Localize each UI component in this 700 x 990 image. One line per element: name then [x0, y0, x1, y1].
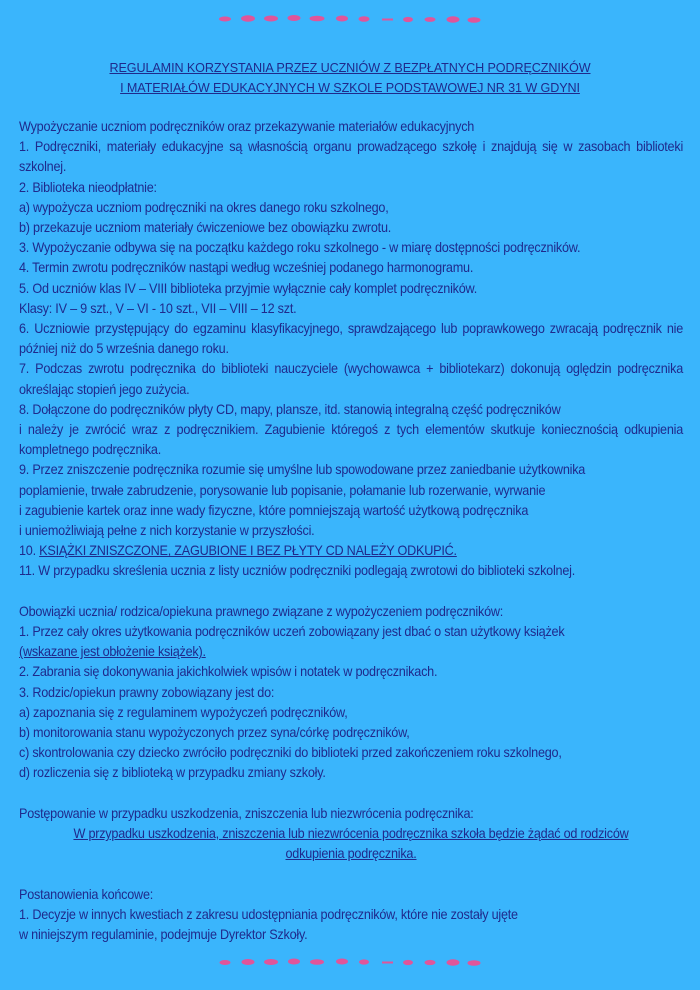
rule-2b: b) przekazuje uczniom materiały ćwiczeniowe bez obowiązku zwrotu. [19, 220, 392, 236]
rule-2a: a) wypożycza uczniom podręczniki na okres danego roku szkolnego, [19, 199, 389, 215]
duty-3d: d) rozliczenia się z biblioteką w przypadku zmiany szkoły. [19, 765, 326, 781]
rule-10 [19, 541, 683, 561]
rule-4: 4. Termin zwrotu podręczników nastąpi według wcześniej podanego harmonogramu. [19, 260, 474, 276]
rule-10-number: 10. [19, 543, 40, 559]
rule-9-line-4: i uniemożliwiają pełne z nich korzystanie w przyszłości. [19, 523, 315, 539]
rule-2: 2. Biblioteka nieodpłatnie: [19, 179, 157, 195]
rule-9-line-2: poplamienie, trwałe zabrudzenie, porysowanie lub popisanie, połamanie lub rozerwanie, wyrwanie [19, 482, 546, 498]
rule-3: 3. Wypożyczanie odbywa się na początku każdego roku szkolnego - w miarę dostępności podręczników. [19, 240, 581, 256]
damage-statement-line-1: W przypadku uszkodzenia, zniszczenia lub niezwrócenia podręcznika szkoła będzie żądać od rodziców [73, 826, 629, 842]
final-provision-line-2: w niniejszym regulaminie, podejmuje Dyrektor Szkoły. [19, 927, 308, 943]
pink-dashes-icon [215, 956, 485, 968]
section-heading-lending: Wypożyczanie uczniom podręczników oraz przekazywanie materiałów edukacyjnych [19, 119, 475, 134]
rule-8-line-2: i należy je zwrócić wraz z podręcznikiem. Zagubienie któregoś z tych elementów skutkuje koniecznością odkupienia kompletnego podręcznika. [19, 422, 684, 458]
section-heading-final: Postanowienia końcowe: [19, 886, 154, 902]
spacer [19, 582, 683, 602]
duty-1: 1. Przez cały okres użytkowania podręczników uczeń zobowiązany jest dbać o stan użytkowy książek [19, 624, 565, 640]
duty-2: 2. Zabrania się dokonywania jakichkolwiek wpisów i notatek w podręcznikach. [19, 664, 438, 680]
title-line-1: REGULAMIN KORZYSTANIA PRZEZ UCZNIÓW Z BEZPŁATNYCH PODRĘCZNIKÓW [109, 61, 591, 75]
duty-1-note-text: (wskazane jest obłożenie książek). [19, 644, 206, 660]
decorative-dash-divider-top [0, 13, 700, 25]
duty-1-note [19, 642, 683, 662]
section-heading-damage: Postępowanie w przypadku uszkodzenia, zniszczenia lub niezwrócenia podręcznika: [19, 805, 474, 821]
rule-10-text: KSIĄŻKI ZNISZCZONE, ZAGUBIONE I BEZ PŁYTY CD NALEŻY ODKUPIĆ. [39, 543, 457, 559]
duty-3c: c) skontrolowania czy dziecko zwróciło podręczniki do biblioteki przed zakończeniem roku szkolnego, [19, 745, 562, 761]
regulations-body [19, 117, 683, 945]
rule-11: 11. W przypadku skreślenia ucznia z listy uczniów podręczniki podlegają zwrotowi do biblioteki szkolnej. [19, 563, 576, 579]
rule-1: 1. Podręczniki, materiały edukacyjne są własnością organu prowadzącego szkołę i znajdują się w zasobach biblioteki szkolnej. [19, 139, 684, 175]
final-provision-line-1: 1. Decyzje w innych kwestiach z zakresu udostępniania podręczników, które nie zostały ujęte [19, 906, 518, 922]
title-line-2: I MATERIAŁÓW EDUKACYJNYCH W SZKOLE PODSTAWOWEJ NR 31 W GDYNI [120, 81, 580, 95]
rule-6: 6. Uczniowie przystępujący do egzaminu klasyfikacyjnego, sprawdzającego lub poprawkowego zwracają podręcznik nie później niż do 5 września danego roku. [19, 321, 684, 357]
rule-9-line-1: 9. Przez zniszczenie podręcznika rozumie się umyślne lub spowodowane przez zaniedbanie użytkownika [19, 462, 586, 478]
rule-9-line-3: i zagubienie kartek oraz inne wady fizyczne, które pomniejszają wartość użytkową podręcznika [19, 502, 529, 518]
decorative-dash-divider-bottom [0, 956, 700, 968]
duty-3a: a) zapoznania się z regulaminem wypożyczeń podręczników, [19, 704, 348, 720]
section-heading-duties: Obowiązki ucznia/ rodzica/opiekuna prawnego związane z wypożyczeniem podręczników: [19, 603, 504, 619]
document-title [0, 58, 700, 98]
rule-5-classes: Klasy: IV – 9 szt., V – VI - 10 szt., VII – VIII – 12 szt. [19, 300, 297, 316]
rule-5: 5. Od uczniów klas IV – VIII biblioteka przyjmie wyłącznie cały komplet podręczników. [19, 280, 478, 296]
damage-statement-line-2: odkupienia podręcznika. [285, 846, 417, 862]
duty-3b: b) monitorowania stanu wypożyczonych przez syna/córkę podręczników, [19, 725, 410, 741]
rule-8-line-1: 8. Dołączone do podręczników płyty CD, mapy, plansze, itd. stanowią integralną część podręczników [19, 401, 561, 417]
rule-7: 7. Podczas zwrotu podręcznika do biblioteki nauczyciele (wychowawca + bibliotekarz) dokonują oględzin podręcznika określając stopień jego zużycia. [19, 361, 684, 397]
spacer [19, 784, 683, 804]
duty-3: 3. Rodzic/opiekun prawny zobowiązany jest do: [19, 684, 275, 700]
pink-dashes-icon [215, 13, 485, 25]
spacer [19, 864, 683, 884]
